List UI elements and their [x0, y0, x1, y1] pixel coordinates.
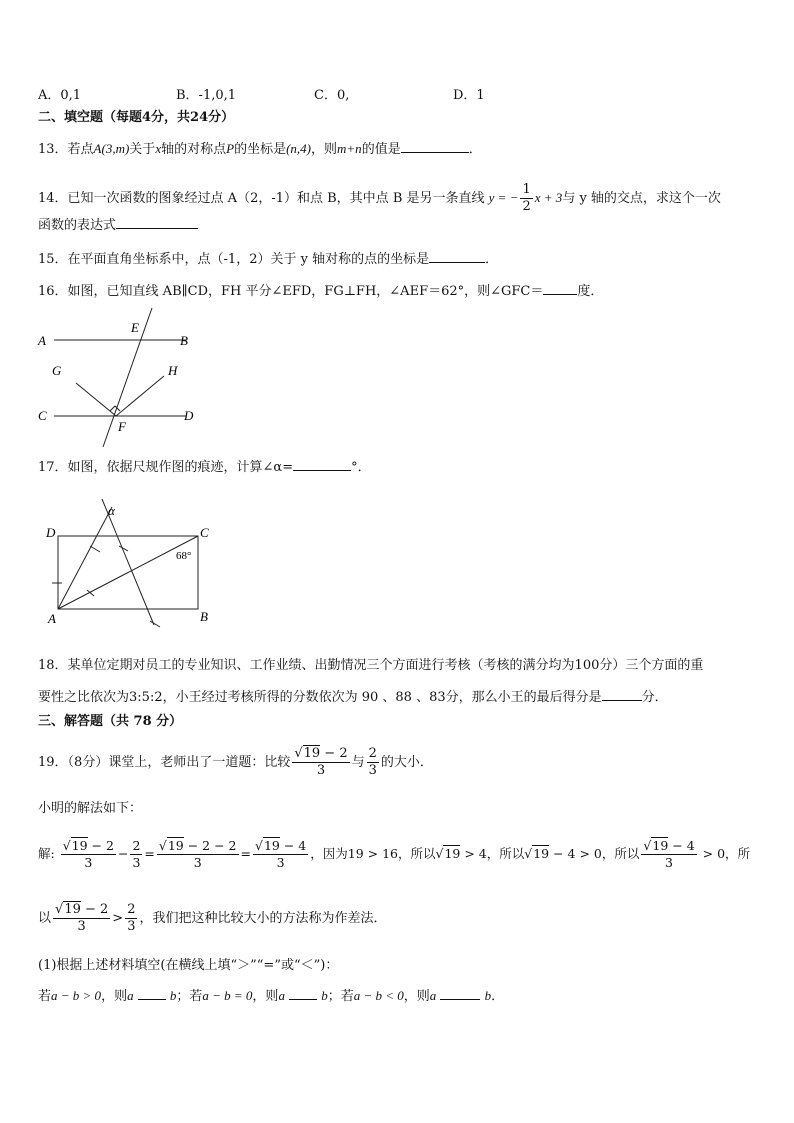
label-a: A [48, 611, 56, 626]
last-cond1: a − b > 0 [51, 988, 102, 1003]
question-17 [38, 458, 371, 477]
q14-frac-den: 2 [522, 199, 531, 214]
option-a: A．0,1 [38, 88, 82, 103]
question-14-line2 [38, 216, 198, 235]
ray-fh [116, 376, 164, 416]
q16-text: 16．如图，已知直线 AB∥CD，FH 平分∠EFD，FG⊥FH，∠AEF＝62°，则∠GFC＝ [38, 284, 544, 299]
last-ze3: ，则 [403, 989, 430, 1004]
sol-frac3: $\frac{√19 - 2 - 2}{3}$ [158, 838, 237, 870]
diagonal-ac [58, 536, 198, 609]
question-14 [38, 182, 721, 215]
label-alpha: α [108, 503, 115, 518]
q19-mid: 与 [351, 755, 365, 770]
question-13 [38, 140, 482, 159]
q17-text: 17．如图，依据尺规作图的痕迹，计算∠α= [38, 460, 294, 475]
q19-two: 2 [368, 746, 377, 761]
solution-line-2 [38, 902, 387, 935]
q14-line2: 函数的表达式 [38, 218, 117, 233]
last-b1: b [169, 988, 177, 1003]
q13-expr: m+n [337, 141, 362, 156]
sol-frac3-rest: − 2 − 2 [183, 838, 237, 853]
right-angle-mark [110, 406, 120, 411]
q13-post: 的值是 [361, 142, 401, 157]
sol-ineq3-sqrt: 19 [533, 846, 550, 861]
xiaoming-intro: 小明的解法如下： [38, 801, 143, 816]
label-f: F [118, 419, 126, 434]
sol-so3: ，所以 [601, 846, 640, 861]
label-c: C [200, 525, 209, 540]
sol-frac5-sqrt: 19 [652, 838, 669, 853]
label-c: C [38, 408, 47, 423]
q13-mid4: ，则 [311, 142, 338, 157]
label-d: D [184, 408, 194, 423]
figure-16-parallel-lines [34, 305, 204, 450]
sol-frac1-den: 3 [84, 855, 93, 870]
question-16 [38, 282, 603, 301]
label-b: B [180, 333, 188, 348]
arc-mark-1 [90, 546, 100, 552]
sol-frac3-sqrt: 19 [167, 838, 184, 853]
last-a3: a [429, 988, 437, 1003]
last-cond2: a − b = 0 [202, 988, 253, 1003]
q14-post: 与 y 轴的交点，求这个一次 [562, 191, 721, 206]
q18-ratio: 3:5:2 [129, 690, 163, 705]
q13-mid1: 关于 [129, 142, 156, 157]
q18-line2-post: ，小王经过考核所得的分数依次为 90 、88 、83分，那么小王的最后得分是 [162, 690, 602, 705]
last-sep2: ；若 [327, 989, 354, 1004]
sol-so2: ，所以 [486, 846, 525, 861]
q19-minus2: − 2 [320, 746, 348, 761]
q14-pre: 14．已知一次函数的图象经过点 A（2，-1）和点 B，其中点 B 是另一条直线 [38, 191, 485, 206]
sol-frac2 [130, 838, 142, 871]
label-d: D [46, 525, 56, 540]
sol2-den2: 3 [127, 919, 136, 934]
question-15 [38, 250, 498, 269]
q18-answer-blank[interactable] [602, 688, 642, 701]
last-b3: b [484, 988, 492, 1003]
q19-den: 3 [316, 763, 326, 778]
last-ze1: ，则 [101, 989, 128, 1004]
q19-sqrt: 19 [303, 746, 321, 761]
section-fill-blank-title: 二、填空题（每题4分，共24分） [38, 110, 235, 125]
sol2-sqrt: 19 [64, 902, 81, 917]
sol-frac4-rest: − 4 [279, 838, 307, 853]
option-b: B．-1,0,1 [176, 88, 237, 103]
sol2-frac2 [125, 902, 137, 935]
part-1-instruction: (1)根据上述材料填空(在横线上填“＞”“=”或“＜”)： [38, 958, 339, 973]
label-a: A [38, 333, 46, 348]
q13-mid3: 的坐标是 [234, 142, 287, 157]
sol-jie: 解: [38, 846, 55, 861]
sol2-den: 3 [77, 919, 86, 934]
section-solve-title: 三、解答题（共 78 分） [38, 714, 183, 729]
solution-line: 解: $\frac{√19 - 2}{3}$ − $\frac{2}{3}$ = $\frac{√19 - 2 - 2}{3}$ = $\frac{√19 - 4}{3}$ ，因为19 > 16，所以√19 > 4，所以√19 − 4 > 0，所以 $\frac{√19 - 4}{3}$ > 0，所 [38, 838, 751, 870]
label-e: E [131, 320, 139, 335]
arc-mark-3 [150, 621, 160, 627]
angle-bisector-line [58, 507, 112, 609]
q13-x: x [155, 141, 162, 156]
last-cond3: a − b < 0 [353, 988, 404, 1003]
sol-frac2-num: 2 [132, 838, 141, 853]
q18-line2-pre: 要性之比依次为 [38, 690, 130, 705]
last-a2: a [278, 988, 285, 1003]
sol-frac2-den: 3 [132, 855, 141, 870]
sol2-gt: > [112, 911, 124, 926]
blank-3[interactable] [440, 987, 480, 1000]
sol-frac4: $\frac{√19 - 4}{3}$ [254, 838, 307, 870]
label-g: G [52, 363, 62, 378]
sol-eq1: = [144, 846, 155, 861]
sol-frac1: $\frac{√19 - 2}{3}$ [62, 838, 114, 870]
part-1-fill-line [38, 987, 504, 1006]
q19-post: 的大小． [380, 755, 433, 770]
last-a1: a [127, 988, 134, 1003]
q17-end: °． [351, 460, 371, 475]
q15-end: ． [485, 252, 499, 267]
q19-frac1: $\frac{√19 - 2}{3}$ [294, 746, 348, 778]
sol-frac5: $\frac{√19 - 4}{3}$ [643, 838, 695, 870]
sol-frac1-rest: − 2 [87, 838, 114, 853]
q13-end: ． [468, 142, 482, 157]
q16-answer-blank[interactable] [543, 282, 577, 295]
option-c: C．0, [314, 88, 350, 103]
q13-p: P [226, 141, 235, 156]
sol-frac5-den: 3 [665, 855, 673, 870]
sol2-yi: 以 [38, 911, 52, 926]
question-19 [38, 746, 433, 779]
q13-coord: (n,4) [286, 141, 311, 156]
q15-answer-blank[interactable] [429, 250, 485, 263]
label-b: B [200, 609, 208, 624]
q14-frac-num: 1 [522, 182, 531, 197]
blank-2[interactable] [289, 987, 317, 1000]
sol-frac4-den: 3 [276, 855, 285, 870]
line-ef [103, 308, 152, 447]
last-b2: b [321, 988, 328, 1003]
option-d: D．1 [453, 88, 485, 103]
sol-because: ，因为 [310, 846, 348, 861]
sol-minus: − [117, 846, 129, 861]
sol-frac1-sqrt: 19 [71, 838, 88, 853]
sol-frac4-sqrt: 19 [263, 838, 280, 853]
sol-gt0: > 0 [698, 846, 726, 861]
blank-1[interactable] [138, 987, 166, 1000]
q19-den2: 3 [368, 763, 377, 778]
sol2-post: ，我们把这种比较大小的方法称为作差法． [139, 911, 387, 926]
sol-frac5-rest: − 4 [668, 838, 695, 853]
label-h: H [168, 363, 178, 378]
sol-ineq2-rest: > 4 [460, 846, 487, 861]
last-sep1: ；若 [176, 989, 203, 1004]
last-ruo1: 若 [38, 989, 52, 1004]
sol-ineq1: 19 > 16 [347, 846, 398, 861]
question-18 [38, 657, 703, 675]
label-angle-68: 68° [176, 550, 192, 562]
figure-17-rectangle-construction [40, 495, 225, 635]
q17-answer-blank[interactable] [293, 458, 351, 471]
q14-answer-blank[interactable] [116, 216, 198, 229]
q18-end: 分． [641, 690, 668, 705]
q19-frac2 [367, 746, 379, 779]
sol-ineq2-sqrt: 19 [444, 846, 461, 861]
last-end: ． [491, 989, 505, 1004]
q13-pre: 13．若点 [38, 142, 94, 157]
sol2-frac1: $\frac{√19 - 2}{3}$ [55, 902, 109, 934]
sol-frac3-den: 3 [193, 855, 202, 870]
sol2-rest: − 2 [80, 902, 109, 917]
sol-eq2: = [240, 846, 251, 861]
q16-end: 度． [577, 284, 604, 299]
q14-fraction [520, 182, 532, 215]
sol2-two: 2 [127, 902, 136, 917]
q18-line1: 18．某单位定期对员工的专业知识、工作业绩、出勤情况三个方面进行考核（考核的满分均为100分）三个方面的重 [38, 658, 704, 673]
q13-mid2: 轴的对称点 [161, 142, 227, 157]
q14-y-eq: y = − [488, 190, 519, 205]
q14-tail-expr: x + 3 [534, 190, 563, 205]
last-ze2: ，则 [252, 989, 279, 1004]
question-18-line2 [38, 688, 668, 707]
q13-answer-blank[interactable] [401, 140, 469, 153]
q13-point-a: A(3,m) [93, 141, 130, 156]
q19-pre: 19．（8分）课堂上，老师出了一道题：比较 [38, 755, 291, 770]
sol-so1: ，所以 [397, 846, 436, 861]
q15-text: 15．在平面直角坐标系中，点（-1，2）关于 y 轴对称的点的坐标是 [38, 252, 430, 267]
ray-fg [76, 383, 116, 416]
sol-tail: ，所 [725, 846, 751, 861]
sol-ineq3-rest: − 4 > 0 [549, 846, 602, 861]
